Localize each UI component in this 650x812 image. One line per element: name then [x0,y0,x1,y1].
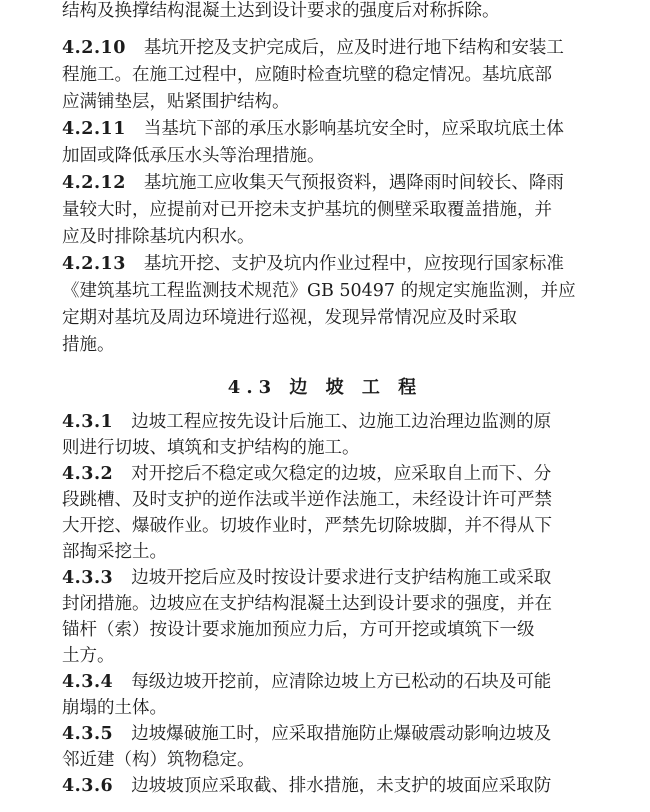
paragraph-line: 部掏采挖土。 [62,542,167,562]
paragraph-line: 定期对基坑及周边环境进行巡视，发现异常情况应及时采取 [62,308,517,328]
paragraph-line: 基坑开挖及支护完成后，应及时进行地下结构和安装工 [143,38,564,58]
paragraph-line: 边坡工程应按先设计后施工、边施工边治理边监测的原 [131,412,552,432]
paragraph-line: 边坡开挖后应及时按设计要求进行支护结构施工或采取 [131,568,552,588]
paragraph-line: 崩塌的土体。 [62,698,167,718]
paragraph-line: 锚杆（索）按设计要求施加预应力后，方可开挖或填筑下一级 [62,620,535,640]
paragraph-line: 大开挖、爆破作业。切坡作业时，严禁先切除坡脚，并不得从下 [62,516,552,536]
paragraph-line: 加固或降低承压水头等治理措施。 [62,146,325,166]
paragraph-line: 则进行切坡、填筑和支护结构的施工。 [62,438,360,458]
paragraph-line: 邻近建（构）筑物稳定。 [62,750,255,770]
clause-number: 4.3.5 [62,724,114,744]
clause-number: 4.2.10 [62,38,126,58]
section-title: 4.3 边 坡 工 程 [227,377,423,398]
clause-4-3-5 [62,723,650,745]
clause-number: 4.2.12 [62,173,126,193]
paragraph-line: 《建筑基坑工程监测技术规范》GB 50497 的规定实施监测，并应 [62,281,576,301]
clause-number: 4.2.13 [62,254,126,274]
clause-number: 4.3.3 [62,568,114,588]
clause-4-2-10 [62,37,650,59]
paragraph-line: 边坡爆破施工时，应采取措施防止爆破震动影响边坡及 [131,724,552,744]
clause-4-3-2 [62,463,650,485]
paragraph-line: 对开挖后不稳定或欠稳定的边坡，应采取自上而下、分 [131,464,552,484]
paragraph-line: 措施。 [62,335,115,355]
paragraph-line: 边坡坡顶应采取截、排水措施，未支护的坡面应采取防 [131,776,552,796]
clause-number: 4.2.11 [62,119,126,139]
paragraph-line: 土方。 [62,646,115,666]
paragraph-line: 应满铺垫层，贴紧围护结构。 [62,92,290,112]
clause-number: 4.3.1 [62,412,114,432]
clause-4-3-4 [62,671,650,693]
paragraph-line: 基坑施工应收集天气预报资料，遇降雨时间较长、降雨 [143,173,564,193]
clause-4-2-12 [62,172,650,194]
clause-number: 4.3.6 [62,776,114,796]
clause-4-3-3 [62,567,650,589]
paragraph-line: 基坑开挖、支护及坑内作业过程中，应按现行国家标准 [143,254,564,274]
paragraph-line: 每级边坡开挖前，应清除边坡上方已松动的石块及可能 [131,672,552,692]
paragraph-line: 程施工。在施工过程中，应随时检查坑壁的稳定情况。基坑底部 [62,65,552,85]
clause-4-3-1 [62,411,650,433]
paragraph-line: 应及时排除基坑内积水。 [62,227,255,247]
paragraph-line: 当基坑下部的承压水影响基坑安全时，应采取坑底土体 [143,119,564,139]
clause-4-3-6 [62,775,650,797]
paragraph-line: 封闭措施。边坡应在支护结构混凝土达到设计要求的强度，并在 [62,594,552,614]
clause-4-2-13 [62,253,650,275]
paragraph-line: 结构及换撑结构混凝土达到设计要求的强度后对称拆除。 [62,1,500,21]
clause-number: 4.3.2 [62,464,114,484]
paragraph-line: 段跳槽、及时支护的逆作法或半逆作法施工，未经设计许可严禁 [62,490,552,510]
paragraph-line: 量较大时，应提前对已开挖未支护基坑的侧壁采取覆盖措施，并 [62,200,552,220]
clause-number: 4.3.4 [62,672,114,692]
clause-4-2-11 [62,118,650,140]
